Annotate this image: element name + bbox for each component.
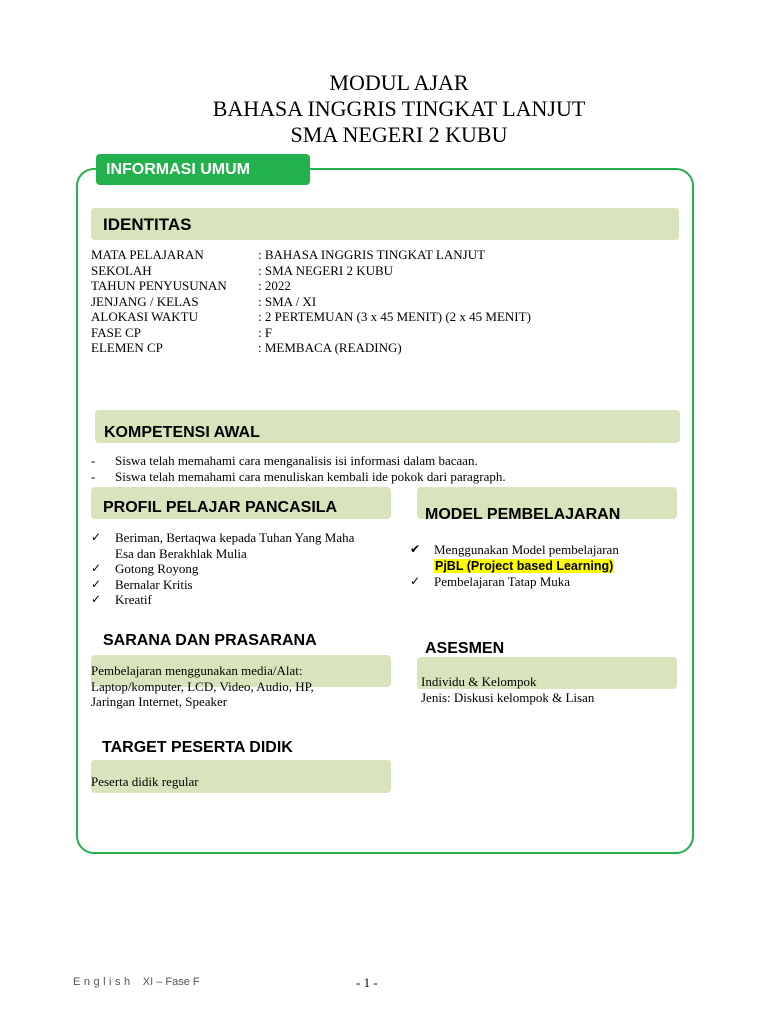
identitas-value: : F — [258, 324, 273, 340]
identitas-row — [91, 340, 402, 356]
identitas-heading: IDENTITAS — [103, 215, 192, 234]
list-item: - Siswa telah memahami cara menganalisis isi informasi dalam bacaan. — [91, 453, 478, 468]
footer-class-fase: XI – Fase F — [142, 976, 200, 988]
identitas-key: MATA PELAJARAN — [91, 247, 204, 262]
kompetensi-awal-heading: KOMPETENSI AWAL — [104, 424, 260, 441]
list-item: ✔ Menggunakan Model pembelajaran PjBL (Project based Learning) — [410, 542, 619, 573]
footer-subject — [73, 976, 200, 988]
identitas-key: TAHUN PENYUSUNAN — [91, 278, 227, 293]
identitas-key: SEKOLAH — [91, 262, 152, 278]
profil-pelajar-list — [91, 530, 366, 608]
target-heading: TARGET PESERTA DIDIK — [102, 739, 293, 756]
list-item: ✓ Gotong Royong — [91, 561, 199, 577]
list-item: ✓ Pembelajaran Tatap Muka — [410, 574, 571, 590]
check-icon: ✓ — [410, 574, 421, 589]
dash-bullet: - — [91, 453, 96, 468]
identitas-key: ALOKASI WAKTU — [91, 309, 199, 324]
identitas-key: JENJANG / KELAS — [91, 293, 199, 309]
identitas-row — [91, 294, 316, 310]
identitas-value: : SMA / XI — [258, 293, 317, 309]
title-line-2: BAHASA INGGRIS TINGKAT LANJUT — [212, 96, 586, 121]
identitas-key: FASE CP — [91, 324, 141, 340]
profil-pelajar-heading: PROFIL PELAJAR PANCASILA — [103, 499, 338, 516]
check-icon: ✓ — [91, 576, 102, 591]
identitas-key: ELEMEN CP — [91, 340, 163, 355]
identitas-value: : SMA NEGERI 2 KUBU — [258, 262, 394, 278]
check-icon: ✔ — [410, 542, 421, 556]
model-pembelajaran-heading: MODEL PEMBELAJARAN — [425, 506, 621, 523]
title-line-3: SMA NEGERI 2 KUBU — [290, 122, 508, 147]
identitas-row — [91, 325, 272, 341]
model-pembelajaran-list — [410, 542, 680, 590]
identitas-value: : MEMBACA (READING) — [258, 340, 402, 355]
list-item: ✓ Kreatif — [91, 592, 152, 608]
check-icon: ✓ — [91, 530, 102, 544]
check-icon: ✓ — [91, 561, 102, 576]
asesmen-heading: ASESMEN — [425, 640, 505, 657]
page-number: - 1 - — [356, 975, 378, 990]
list-item: ✓ Beriman, Bertaqwa kepada Tuhan Yang Maha Esa dan Berakhlak Mulia — [91, 530, 355, 561]
target-text: Peserta didik regular — [91, 774, 199, 789]
identitas-row — [91, 309, 531, 325]
asesmen-text: Individu & Kelompok Jenis: Diskusi kelompok & Lisan — [421, 674, 595, 705]
identitas-value: : BAHASA INGGRIS TINGKAT LANJUT — [258, 247, 486, 262]
list-item: - Siswa telah memahami cara menuliskan kembali ide pokok dari paragraph. — [91, 468, 506, 484]
informasi-umum-label: INFORMASI UMUM — [96, 154, 310, 185]
pjbl-highlight: PjBL (Project based Learning) — [435, 558, 614, 573]
footer-subject-name: English — [73, 976, 134, 988]
title-line-1: MODUL AJAR — [329, 70, 469, 95]
identitas-value: : 2022 — [258, 278, 291, 293]
identitas-value: : 2 PERTEMUAN (3 x 45 MENIT) (2 x 45 MENIT) — [258, 309, 531, 324]
identitas-row — [91, 263, 393, 279]
check-icon: ✓ — [91, 592, 102, 607]
kompetensi-awal-list — [91, 453, 506, 484]
sarana-heading: SARANA DAN PRASARANA — [103, 632, 317, 649]
identitas-row — [91, 278, 291, 294]
identitas-row — [91, 247, 485, 263]
list-item: ✓ Bernalar Kritis — [91, 576, 193, 592]
sarana-text: Pembelajaran menggunakan media/Alat: Laptop/komputer, LCD, Video, Audio, HP, Jaringan Internet, Speaker — [91, 663, 314, 709]
document-title — [0, 70, 768, 148]
dash-bullet: - — [91, 468, 96, 484]
